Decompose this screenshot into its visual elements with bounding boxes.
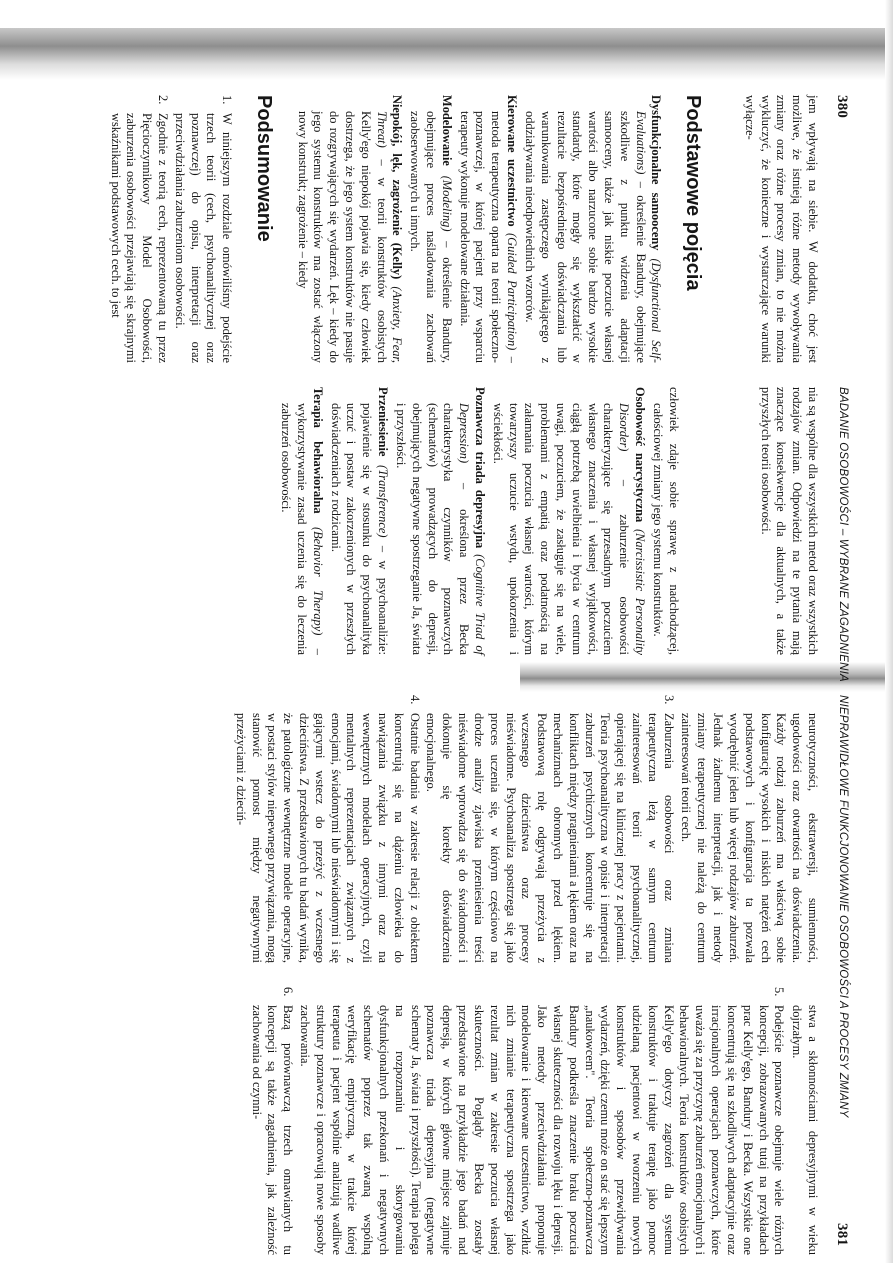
glossary-definition: – określenie Bandury, obejmujące szkodliwe z punktu widzenia adaptacji samooceny, także jak niskie poczucie własnej wartości albo narzucone sobie bardzo wysokie standardy, które mogły się wykształcić w rezultacie bezpośredniego doświadczania lub warunkowania zastępczego wynikającego z oddziaływania nieodpowiednich wzorców. — [522, 111, 648, 363]
glossary-english-term: (Cognitive Triad of Depression) — [457, 403, 487, 655]
summary-item — [248, 987, 295, 1255]
summary-list — [248, 987, 787, 1255]
paragraph: neurotyczności, ekstrawersji, sumienności, ugodowości oraz otwartości na doświadczenia. Każdy rodzaj zaburzeń ma właściwą sobie konfigurację wysokich i niskich natężeń cech podstawowych i konfiguracja ta pozwala wyodrębnić jeden lub więcej rodzajów zaburzeń. Jednak żadnemu interpretacji, jak i metody zmiany terapeutycznej nie należą do centrum zainteresowań teorii cech. — [679, 713, 820, 963]
glossary-definition: – wykorzystywanie zasad uczenia się do leczenia zaburzeń osobowości. — [279, 403, 325, 655]
summary-list — [107, 95, 235, 363]
item-number: 1. — [220, 95, 235, 105]
summary-item — [107, 95, 170, 363]
glossary-english-term: (Anxiety, Fear, Threat) — [374, 111, 405, 363]
left-page-column-2 — [275, 387, 820, 655]
glossary-entry — [392, 387, 487, 655]
glossary-english-term: (Narcissistic Personality Disorder) — [617, 403, 648, 656]
glossary-definition: – w psychoanalizie: pojawienie się w stosunku do psychoanalityka uczuć i postaw zakorzenionych w przeszłych doświadczeniach z rodzicami. — [328, 403, 391, 655]
glossary-term: Dysfunkcjonalne samooceny — [649, 95, 664, 259]
glossary-definition: – zaburzenie osobowości charakteryzujące się przesadnym poczuciem własnego znaczenia i własnej wyjątkowości, ciągłą potrzebą uwielbienia i bycia w centrum uwagi, poczuciem, że zasługuje się na wiele, problemami z empatią oraz podatnością na załamania poczucia własnej wartości, którym towarzyszy uczucie wstydu, upokorzenia i wściekłości. — [490, 403, 632, 655]
glossary-list — [277, 387, 647, 655]
item-text: Zgodnie z teorią cech, reprezentowaną tu przez Pięcioczynnikowy Model Osobowości, zaburzenia osobowości przejawiają się skrajnymi wskaźnikami podstawowych cech. to jest — [108, 113, 170, 363]
glossary-entry — [327, 387, 390, 655]
paragraph: nia są wspólne dla wszystkich metod oraz wszystkich rodzajów zmian. Odpowiedzi na te pytania mają znaczące konsekwencje dla aktualnych, a także przyszłych teorii osobowości. — [758, 387, 820, 655]
glossary-english-term: (Dysfunctional Self-Evaluations) — [633, 111, 664, 364]
glossary-term: Poznawcza triada depresyjna — [473, 387, 487, 555]
glossary-english-term: (Modeling) — [439, 175, 454, 232]
paragraph: stwa a skłonnościami depresyjnymi w wieku dojrzałym. — [790, 1005, 820, 1255]
left-page-column-1 — [106, 95, 820, 363]
glossary-definition: – określona przez Becka charakterystyka czynników poznawczych (schematów) prowadzących do depresji, obejmujących negatywne spostrzeganie Ja, świata i przyszłości. — [393, 403, 472, 655]
page-number: 381 — [834, 1223, 850, 1247]
item-number: 6. — [281, 987, 296, 997]
summary-item — [171, 95, 234, 363]
glossary-entry — [489, 387, 647, 655]
summary-list — [232, 695, 676, 963]
paragraph: jem wpływają na siebie. W dodatku, choć jest możliwe, że istnieją różne metody wywoływania zmiany oraz różne procesy zmian, to nie można wykluczyć, że konieczne i wystarczające warunki wyłącze- — [742, 95, 820, 363]
glossary-term: Modelowanie — [439, 95, 454, 176]
scan-shadow-edge — [885, 0, 893, 1263]
glossary-definition: – metoda terapeutyczna oparta na teorii społeczno-poznawczej, w której pacjent przy wsparciu terapeuty wykonuje modelowane działania. — [457, 111, 520, 363]
paragraph: człowiek zdaje sobie sprawę z nadchodzącej, całościowej zmiany jego systemu konstruktów. — [650, 387, 681, 655]
summary-item — [232, 695, 422, 963]
section-heading: Podstawowe pojęcia — [681, 95, 704, 291]
page-381 — [80, 695, 860, 1255]
item-text: Zaburzenia osobowości oraz zmiana terapeutyczna leżą w samym centrum zainteresowań teorii psychoanalitycznej, opierającej się na klinicznej pracy z pacjentami. Teoria psychoanalityczna w opisie i interpretacji zaburzeń psychicznych koncentruje się na konfliktach między pragnieniami a lękiem oraz na mechanizmach obronnych przed lękiem. Podstawową rolę odgrywają przeżycia z wczesnego dzieciństwa oraz procesy nieświadome. Psychoanaliza spostrzega się jako proces uczenia się, w którym częściowo na drodze analizy zjawiska przeniesienia treści nieświadome wprowadza się do świadomości i dokonuje się korekty doświadczenia emocjonalnego. — [424, 713, 676, 963]
glossary-entry — [456, 95, 519, 363]
running-head — [828, 95, 850, 682]
item-number: 4. — [407, 695, 422, 705]
scan-shadow-top — [0, 28, 893, 80]
glossary-english-term: (Transference) — [376, 464, 391, 538]
item-text: Bazą porównawczą trzech omawianych tu koncepcji są także zagadnienia, jak zależność zachowania od czynni- — [249, 1005, 296, 1255]
right-page-column-2 — [247, 987, 820, 1255]
item-text: Ostatnie badania w zakresie relacji z obiektem koncentrują się na dążeniu człowieka do nawiązania związku z innymi oraz na wewnętrznych modelach operacyjnych, czyli mentalnych reprezentacjach związanych z emocjami, świadomymi lub nieświadomymi i się gającymi wstecz do przeżyć z wczesnego dzieciństwa. Z przedstawionych tu badań wynika, że patologiczne wewnętrzne modele operacyjne, w postaci stylów niepewnego przywiązania, mogą stanowić pomost między negatywnymi przeżyciami z dzieciń- — [233, 713, 422, 963]
item-number: 3. — [661, 695, 676, 705]
glossary-definition: – określenie Bandury, obejmujące proces naśladowania zachowań zaobserwowanych u innych. — [408, 111, 454, 363]
right-page-column-1 — [231, 695, 820, 963]
glossary-entry — [521, 95, 663, 363]
glossary-english-term: (Behavior Therapy) — [310, 526, 325, 636]
summary-heading: Podsumowanie — [252, 95, 275, 242]
glossary-english-term: (Guided Participation) — [505, 233, 520, 351]
glossary-term: Osobowość narcystyczna — [633, 387, 648, 529]
item-number: 2. — [156, 95, 170, 105]
glossary-list — [294, 95, 664, 363]
glossary-term: Kierowane uczestnictwo — [505, 95, 520, 234]
summary-item — [423, 695, 676, 963]
item-text: Podejście poznawcze obejmuje wiele różnych koncepcji, zobrazowanych tutaj na przykładach prac Kelly'ego, Bandury i Becka. Wszystkie one koncentrują się na szkodliwych adaptacyjnie oraz irracjonalnych operacjach poznawczych, które uważa się za przyczynę zaburzeń emocjonalnych i behawioralnych. Teoria konstruktów osobistych Kelly'ego dotyczy zagrożeń dla systemu konstruktów i traktuje terapię jako pomoc udzielaną pacjentowi w tworzeniu nowych konstruktów i sposobów przewidywania wydarzeń, dzięki czemu może on stać się lepszym „naukowcem". Teoria społeczno-poznawcza Bandury podkreśla znaczenie braku poczucia własnej skuteczności dla rozwoju lęku i depresji. Jako metody przeciwdziałania proponuje modelowanie i kierowane uczestnictwo, wzdłuż nich zmianie terapeutyczna spostrzega jako rezultat zmian w zakresie poczucia własnej skuteczności. Poglądy Becka zostały przedstawione na przykładzie jego badań nad depresją, w których główne miejsce zajmuje poznawcza triada depresyjna (negatywne schematy Ja, świata i przyszłości). Terapia polega na rozpoznaniu i skorygowaniu dysfunkcjonalnych przekonań i negatywnych schematów poprzez tak zwaną wspólną weryfikację empiryczną, w trakcie której terapeuta i pacjent wspólnie analizują wadliwe struktury poznawcze i opracowują nowe sposoby zachowania. — [298, 1005, 787, 1255]
glossary-entry — [277, 387, 324, 655]
glossary-term: Przeniesienie — [376, 387, 391, 465]
glossary-term: Niepokój, lęk, zagrożenie (Kelly) — [390, 95, 405, 287]
item-number: 5. — [772, 987, 787, 997]
summary-item — [296, 987, 786, 1255]
glossary-term: Terapia behawioralna — [310, 387, 325, 527]
running-head-title: BADANIE OSOBOWOŚCI – WYBRANE ZAGADNIENIA — [837, 387, 849, 682]
running-head — [828, 695, 850, 1255]
item-text: W niniejszym rozdziale omówiliśmy podejście trzech teorii (cech, psychoanalitycznej oraz poznawczej) do opisu, interpretacji oraz przeciwdziałania zaburzeniom osobowości. — [172, 113, 235, 363]
glossary-definition: – w teorii konstruktów osobistych Kelly'ego niepokój pojawia się, kiedy człowiek dostrzega, że jego system konstruktów nie pasuje do rozgrywających się wydarzeń. Lęk – kiedy do jego systemu konstruktów ma zostać włączony nowy konstrukt; zagrożenie – kiedy — [295, 111, 389, 363]
page-number: 380 — [834, 95, 850, 119]
page-380 — [80, 95, 860, 682]
running-head-title: NIEPRAWIDŁOWE FUNKCJONOWANIE OSOBOWOŚCI A PROCESY ZMIANY — [837, 695, 849, 1118]
glossary-entry — [294, 95, 405, 363]
glossary-entry — [406, 95, 453, 363]
